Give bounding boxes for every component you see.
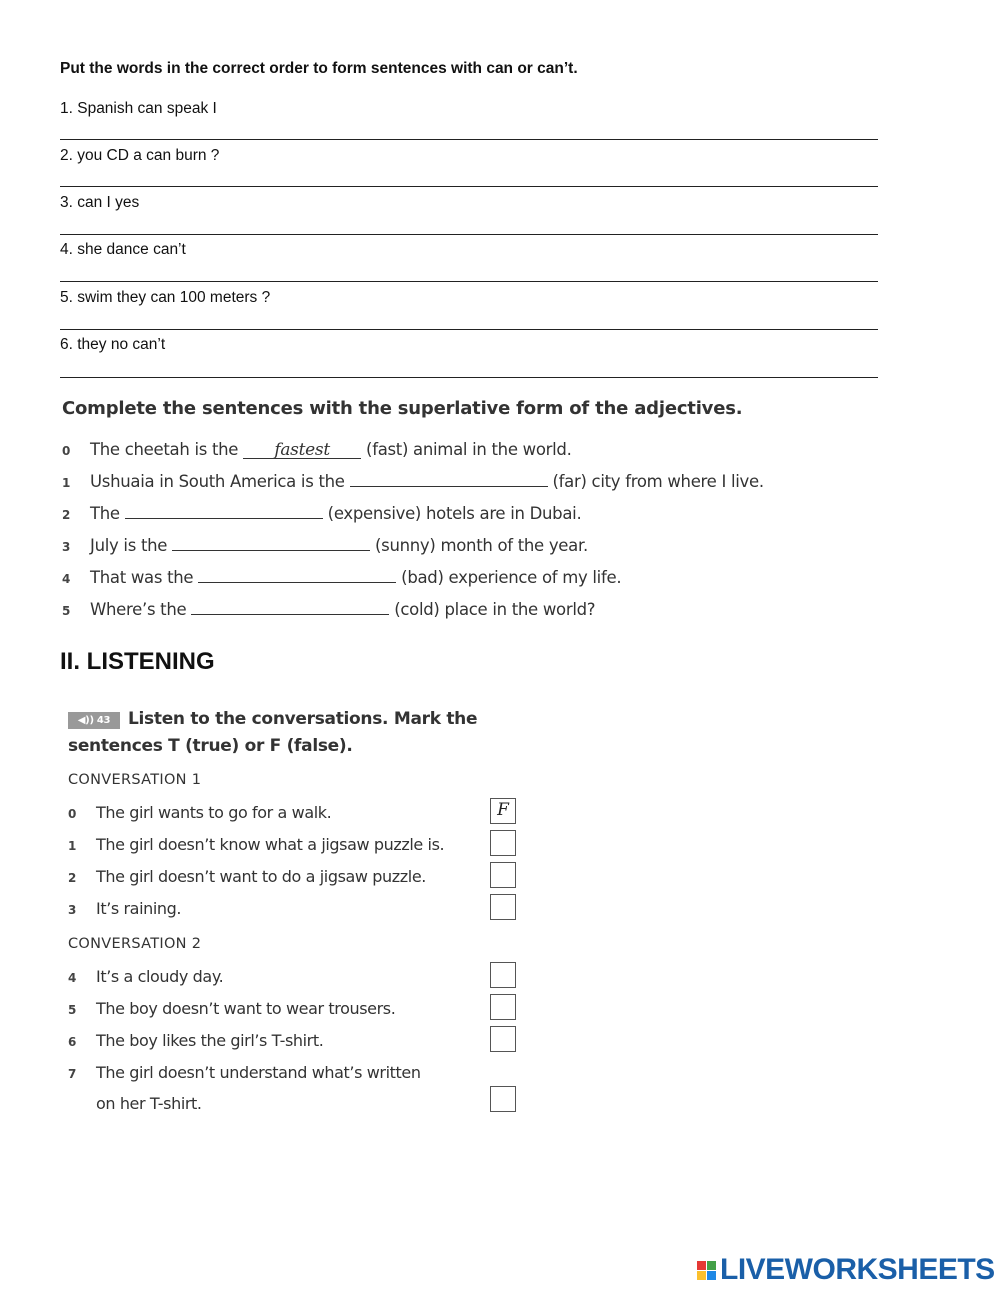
- statement: It’s raining.: [96, 899, 182, 918]
- exercise-item: 5. swim they can 100 meters ?: [60, 289, 271, 306]
- tf-answer-box[interactable]: [490, 994, 516, 1020]
- answer-blank[interactable]: [350, 472, 548, 487]
- tf-answer-box[interactable]: [490, 894, 516, 920]
- sentence-start: Where’s the: [90, 600, 192, 619]
- tf-row: [68, 830, 444, 861]
- sentence-end: (bad) experience of my life.: [396, 568, 622, 587]
- sentence-end: (far) city from where I live.: [547, 472, 764, 491]
- item-number: 3: [62, 540, 71, 554]
- exercise-row: [62, 568, 621, 587]
- answer-line[interactable]: [60, 186, 878, 187]
- instruction-line: Listen to the conversations. Mark the: [128, 709, 478, 729]
- liveworksheets-logo: [697, 1253, 995, 1287]
- exercise-item: 4. she dance can’t: [60, 241, 186, 258]
- item-number: 1: [62, 476, 71, 490]
- item-number: 6: [68, 1035, 76, 1049]
- instruction-line: sentences T (true) or F (false).: [68, 736, 353, 756]
- exercise-item: 6. they no can’t: [60, 336, 166, 353]
- statement: The boy doesn’t want to wear trousers.: [96, 999, 396, 1018]
- tf-answer-box[interactable]: [490, 962, 516, 988]
- sentence-end: (sunny) month of the year.: [370, 536, 588, 555]
- conversation-heading: CONVERSATION 1: [68, 772, 202, 788]
- item-number: 5: [68, 1003, 76, 1017]
- exercise-row: [62, 536, 588, 555]
- answer-line[interactable]: [60, 139, 878, 140]
- logo-square: [697, 1271, 706, 1280]
- item-number: 7: [68, 1067, 76, 1081]
- tf-row: [68, 1026, 323, 1057]
- item-number: 2: [62, 508, 71, 522]
- exercise-item: 2. you CD a can burn ?: [60, 147, 220, 164]
- statement: The girl doesn’t know what a jigsaw puzzle is.: [96, 835, 445, 854]
- logo-square: [697, 1261, 706, 1270]
- sentence-start: July is the: [90, 536, 173, 555]
- answer-blank[interactable]: [191, 600, 389, 615]
- tf-row: [68, 894, 181, 925]
- audio-track-icon[interactable]: ◀)) 43: [68, 712, 120, 729]
- tf-answer-box[interactable]: [490, 862, 516, 888]
- tf-row: [68, 962, 223, 993]
- listening-instructions: [68, 706, 477, 760]
- sentence-start: Ushuaia in South America is the: [90, 472, 350, 491]
- item-number: 0: [68, 807, 76, 821]
- conversation-heading: CONVERSATION 2: [68, 936, 202, 952]
- exercise-row: [62, 600, 595, 619]
- tf-answer-box[interactable]: [490, 1086, 516, 1112]
- exercise-item: 1. Spanish can speak I: [60, 100, 217, 117]
- sentence-start: That was the: [90, 568, 199, 587]
- statement: The boy likes the girl’s T-shirt.: [96, 1031, 324, 1050]
- sentence-end: (cold) place in the world?: [389, 600, 596, 619]
- tf-row: [68, 1058, 421, 1118]
- sentence-start: The cheetah is the: [90, 440, 244, 459]
- statement: The girl doesn’t understand what’s written: [96, 1063, 421, 1082]
- answer-line[interactable]: [60, 329, 878, 330]
- listening-heading: II. LISTENING: [60, 648, 215, 675]
- sentence-end: (expensive) hotels are in Dubai.: [322, 504, 582, 523]
- tf-row: [68, 862, 426, 893]
- statement: The girl wants to go for a walk.: [96, 803, 332, 822]
- statement: It’s a cloudy day.: [96, 967, 224, 986]
- tf-answer-box[interactable]: [490, 1026, 516, 1052]
- sentence-end: (fast) animal in the world.: [361, 440, 572, 459]
- item-number: 3: [68, 903, 76, 917]
- item-number: 4: [68, 971, 76, 985]
- tf-row: [68, 798, 331, 829]
- exercise-row: [62, 504, 581, 523]
- sentence-start: The: [90, 504, 125, 523]
- item-number: 2: [68, 871, 76, 885]
- tf-answer-box: F: [490, 798, 516, 824]
- item-number: 1: [68, 839, 76, 853]
- section1-title: Put the words in the correct order to form sentences with can or can’t.: [60, 60, 578, 77]
- answer-line[interactable]: [60, 377, 878, 378]
- tf-row: [68, 994, 395, 1025]
- answer-blank[interactable]: [172, 536, 370, 551]
- statement: The girl doesn’t want to do a jigsaw puzzle.: [96, 867, 426, 886]
- logo-square: [707, 1261, 716, 1270]
- logo-squares-icon: [697, 1261, 716, 1280]
- tf-answer-box[interactable]: [490, 830, 516, 856]
- item-number: 5: [62, 604, 71, 618]
- answer-blank[interactable]: [198, 568, 396, 583]
- logo-square: [707, 1271, 716, 1280]
- answer-line[interactable]: [60, 234, 878, 235]
- section2-title: Complete the sentences with the superlative form of the adjectives.: [62, 398, 743, 419]
- logo-text: LIVEWORKSHEETS: [720, 1253, 995, 1286]
- answer-line[interactable]: [60, 281, 878, 282]
- example-answer: fastest: [243, 442, 361, 459]
- answer-blank[interactable]: [125, 504, 323, 519]
- example-row: [62, 440, 572, 459]
- statement-continued: on her T-shirt.: [96, 1094, 202, 1113]
- exercise-row: [62, 472, 764, 491]
- exercise-item: 3. can I yes: [60, 194, 140, 211]
- item-number: 0: [62, 444, 71, 458]
- item-number: 4: [62, 572, 71, 586]
